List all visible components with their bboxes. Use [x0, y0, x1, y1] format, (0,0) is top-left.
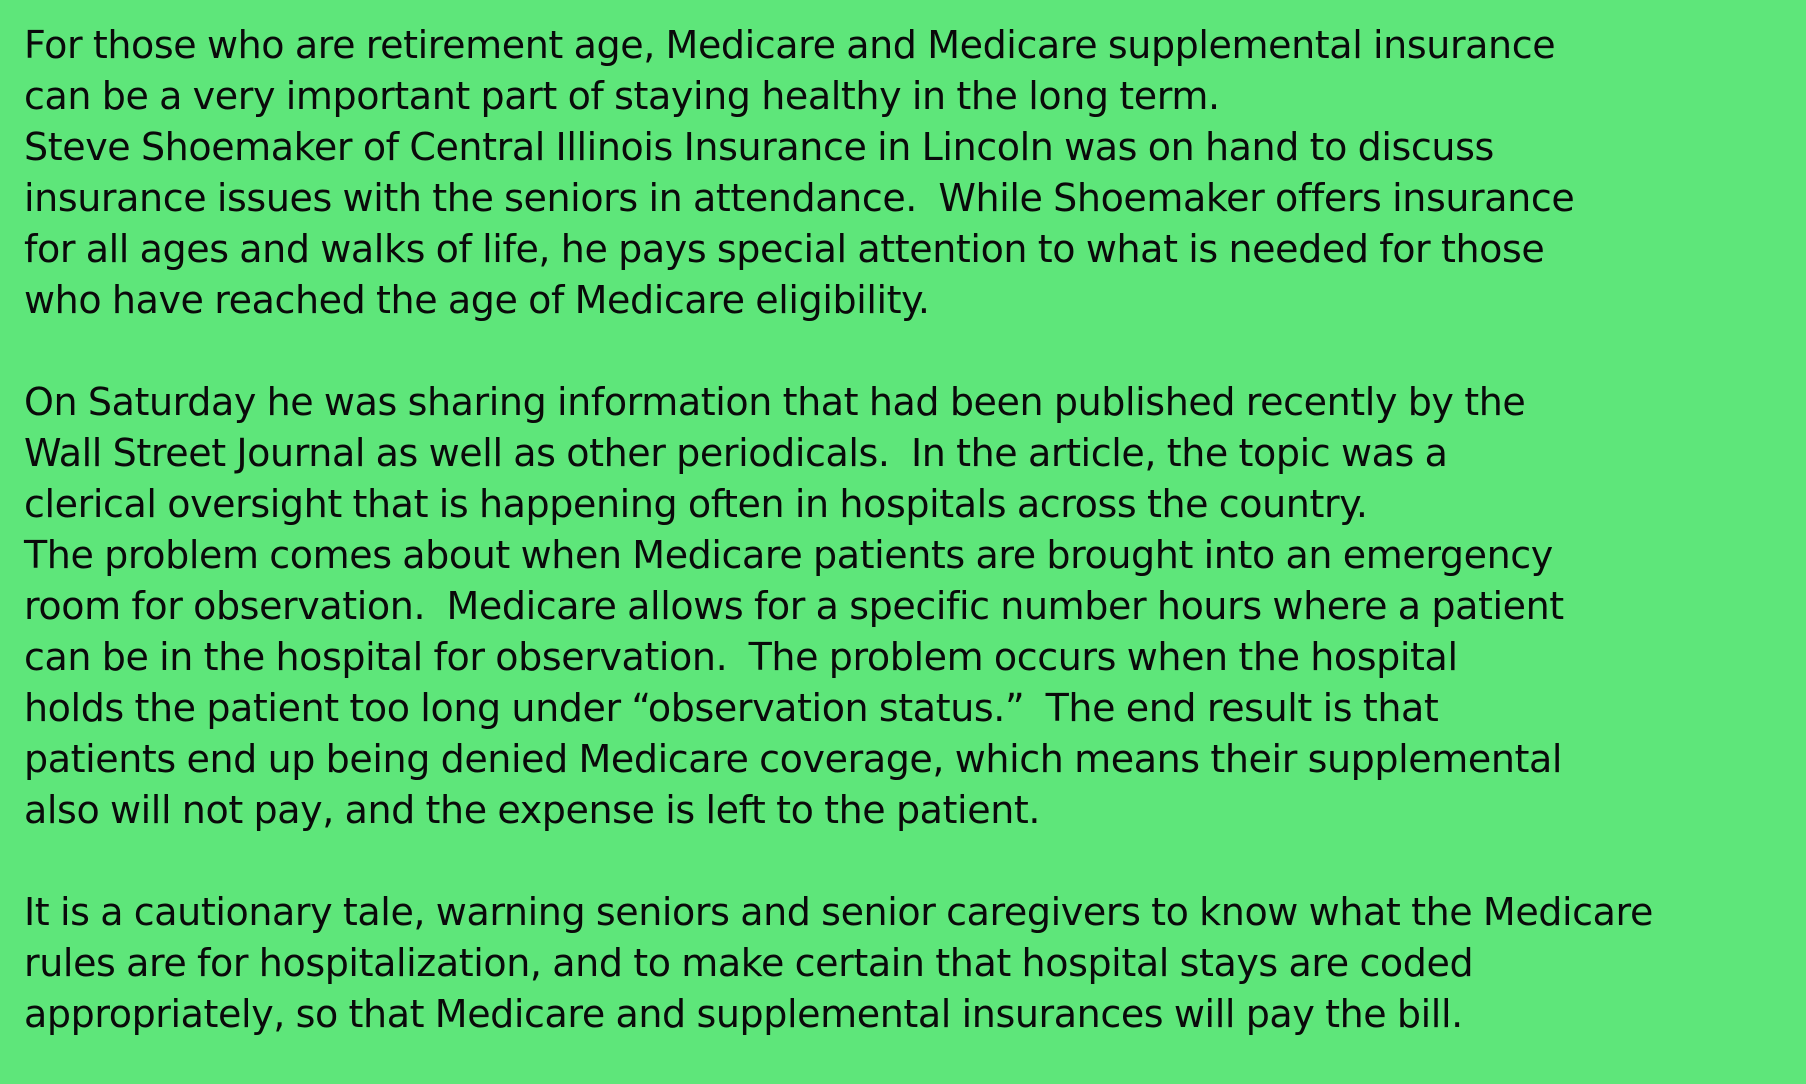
- text-line: rules are for hospitalization, and to make certain that hospital stays are coded: [24, 941, 1474, 985]
- text-line: insurance issues with the seniors in attendance. While Shoemaker offers insurance: [24, 176, 1575, 220]
- text-line: On Saturday he was sharing information that had been published recently by the: [24, 380, 1526, 424]
- text-line: clerical oversight that is happening often in hospitals across the country.: [24, 482, 1368, 526]
- text-line: also will not pay, and the expense is left to the patient.: [24, 788, 1041, 832]
- text-line: patients end up being denied Medicare coverage, which means their supplemental: [24, 737, 1563, 781]
- text-line: For those who are retirement age, Medicare and Medicare supplemental insurance: [24, 23, 1556, 67]
- text-line: Wall Street Journal as well as other periodicals. In the article, the topic was a: [24, 431, 1448, 475]
- text-line: The problem comes about when Medicare patients are brought into an emergency: [24, 533, 1553, 577]
- text-line: can be a very important part of staying healthy in the long term.: [24, 74, 1220, 118]
- text-line: holds the patient too long under “observation status.” The end result is that: [24, 686, 1439, 730]
- paragraph-1: [24, 20, 1794, 326]
- text-line: appropriately, so that Medicare and supplemental insurances will pay the bill.: [24, 992, 1463, 1036]
- paragraph-2: [24, 377, 1794, 836]
- article-body: [24, 20, 1794, 1040]
- text-line: who have reached the age of Medicare eligibility.: [24, 278, 930, 322]
- text-line: It is a cautionary tale, warning seniors and senior caregivers to know what the Medicare: [24, 890, 1653, 934]
- text-line: for all ages and walks of life, he pays special attention to what is needed for those: [24, 227, 1545, 271]
- text-line: Steve Shoemaker of Central Illinois Insurance in Lincoln was on hand to discuss: [24, 125, 1494, 169]
- text-line: room for observation. Medicare allows for a specific number hours where a patient: [24, 584, 1564, 628]
- paragraph-spacer: [24, 326, 1794, 377]
- paragraph-3: [24, 887, 1794, 1040]
- text-line: can be in the hospital for observation. The problem occurs when the hospital: [24, 635, 1458, 679]
- paragraph-spacer: [24, 836, 1794, 887]
